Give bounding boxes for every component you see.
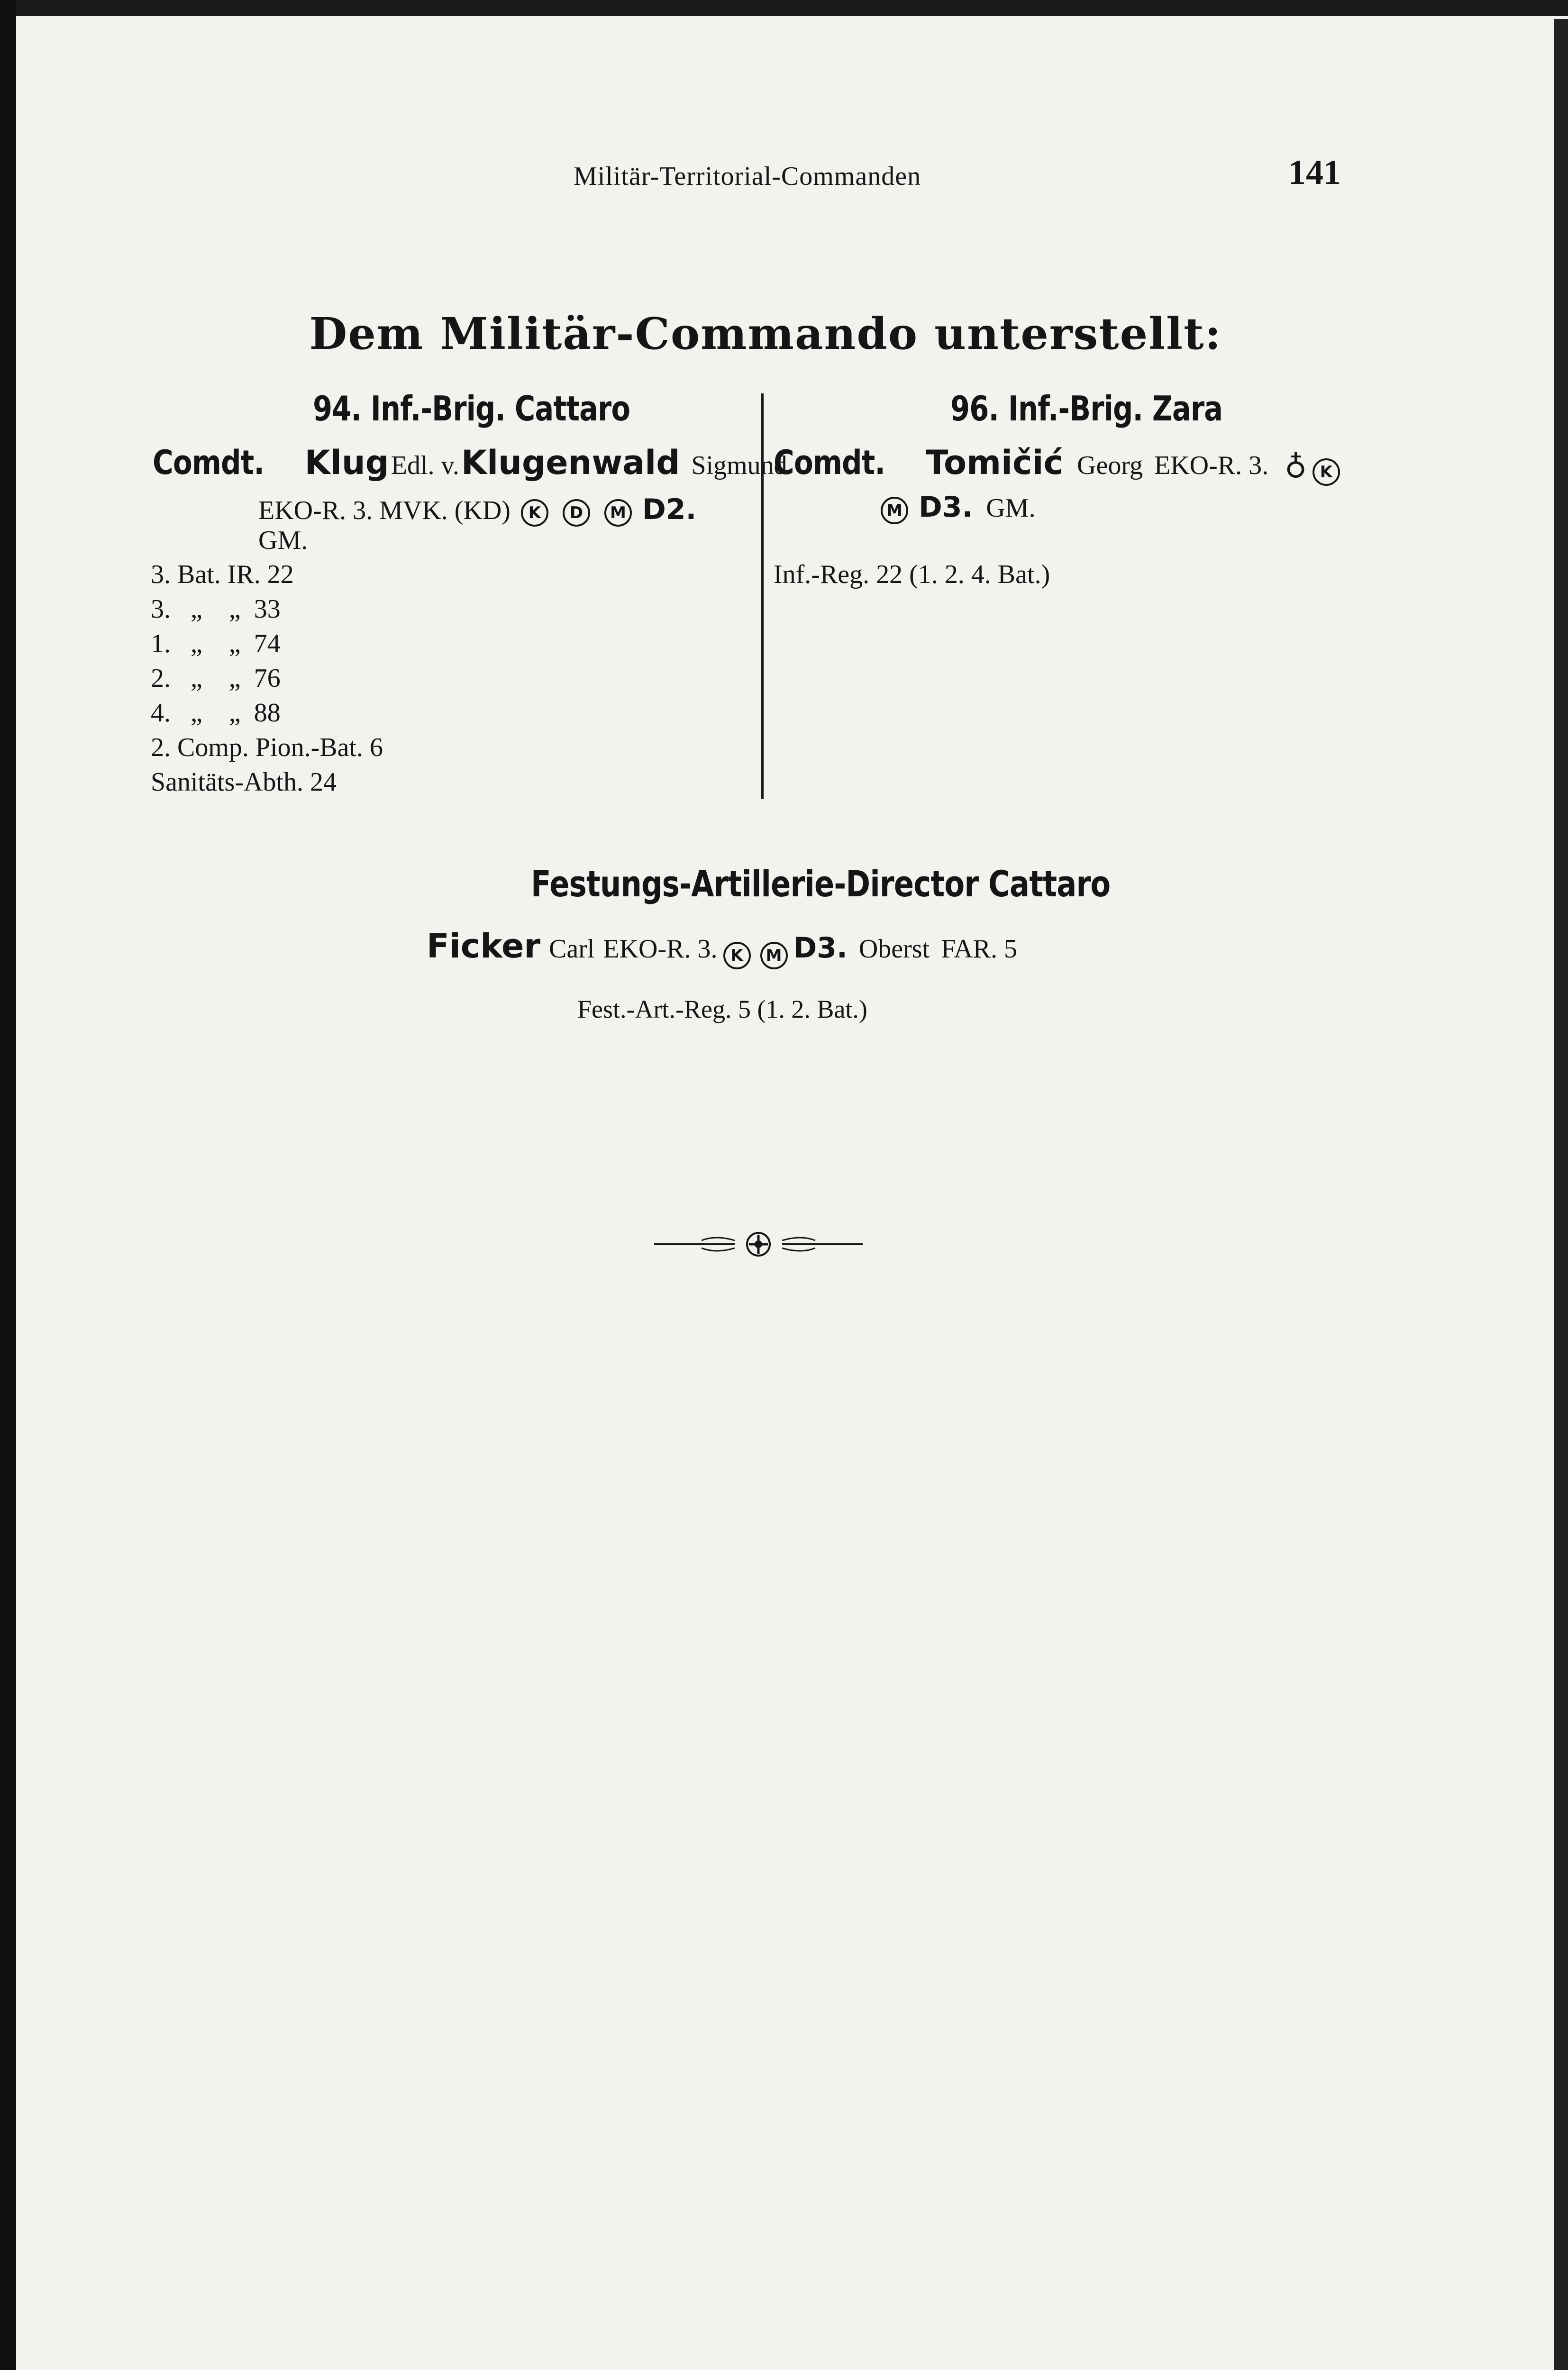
- ornament-divider-icon: [654, 1225, 863, 1263]
- festung-given-name: Carl: [548, 934, 595, 964]
- left-rank: GM.: [258, 526, 308, 555]
- festung-unit-ref: FAR. 5: [941, 934, 1017, 964]
- festung-commander-line: [427, 927, 1017, 969]
- order-cross-icon: ♁: [1285, 447, 1307, 481]
- decoration-d-icon: D: [563, 499, 590, 527]
- left-edl: Edl. v.: [391, 451, 459, 480]
- festung-rank: Oberst: [858, 934, 930, 964]
- list-item: 3. Bat. IR. 22: [151, 560, 294, 589]
- page-title: Dem Militär-Commando unterstellt:: [309, 308, 1222, 359]
- decoration-k-icon: K: [723, 942, 751, 969]
- decoration-m-icon: M: [604, 499, 632, 527]
- left-commander-line: [153, 443, 787, 482]
- list-item: 3. „ „ 33: [151, 594, 281, 624]
- right-given-name: Georg: [1077, 451, 1143, 480]
- right-commander-line: [774, 443, 1344, 486]
- right-rank: GM.: [986, 493, 1036, 523]
- right-name: Tomičić: [925, 443, 1064, 482]
- list-item: 1. „ „ 74: [151, 629, 281, 658]
- left-name-a: Klug: [304, 443, 389, 482]
- list-item: 2. Comp. Pion.-Bat. 6: [151, 733, 383, 762]
- left-decor-d2: D2.: [642, 493, 697, 526]
- left-given-name: Sigmund: [691, 451, 787, 480]
- festung-name: Ficker: [427, 927, 540, 966]
- decoration-m-icon: M: [760, 942, 788, 969]
- scan-edge-top: [0, 0, 1568, 16]
- right-decor-d3: D3.: [919, 491, 973, 524]
- left-decor-text: EKO-R. 3. MVK. (KD): [258, 496, 511, 525]
- right-decorations: [877, 491, 1036, 524]
- festung-decor-text: EKO-R. 3.: [603, 934, 718, 964]
- festung-decor-d3: D3.: [793, 931, 848, 965]
- left-comdt-label: Comdt.: [153, 443, 264, 482]
- list-item: Inf.-Reg. 22 (1. 2. 4. Bat.): [774, 560, 1050, 589]
- right-comdt-label: Comdt.: [774, 443, 885, 482]
- left-brigade-heading: 94. Inf.-Brig. Cattaro: [313, 389, 630, 428]
- left-decorations: [258, 493, 696, 527]
- list-item: Sanitäts-Abth. 24: [151, 767, 337, 797]
- festung-units: Fest.-Art.-Reg. 5 (1. 2. Bat.): [577, 995, 867, 1023]
- festung-heading: Festungs-Artillerie-Director Cattaro: [531, 863, 1111, 905]
- decoration-k-icon: K: [521, 499, 548, 527]
- list-item: 4. „ „ 88: [151, 698, 281, 728]
- scan-edge-right: [1554, 19, 1568, 2370]
- running-head: Militär-Territorial-Commanden: [574, 162, 921, 191]
- page-number: 141: [1288, 153, 1341, 192]
- list-item: 2. „ „ 76: [151, 664, 281, 693]
- decoration-k-icon: K: [1313, 458, 1340, 486]
- right-brigade-heading: 96. Inf.-Brig. Zara: [950, 389, 1223, 428]
- left-name-b: Klugenwald: [461, 443, 680, 482]
- right-decor-text: EKO-R. 3.: [1154, 451, 1269, 480]
- decoration-m-icon: M: [881, 497, 908, 524]
